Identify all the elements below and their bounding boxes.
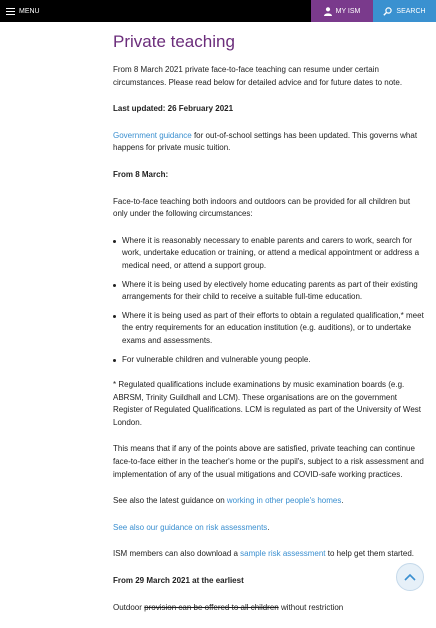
see-also-paragraph [113,495,426,508]
page-title: Private teaching [113,32,235,51]
means-paragraph: This means that if any of the points above are satisfied, private teaching can continue face-to-face either in the teacher's home or the pupil's, subject to a risk assessment and implementation of any of the usual mitigations and COVID-safe working practices. [113,444,424,479]
menu-button[interactable] [0,0,40,22]
government-guidance-link[interactable]: Government guidance [113,130,192,140]
see-also-prefix: See also the latest guidance on [113,496,227,506]
members-suffix: to help get them started. [325,549,415,559]
hamburger-icon [6,6,15,17]
see-also-suffix: . [341,496,344,506]
outdoor-struck-text: provision can be offered to all children [144,602,279,612]
risk-assessments-link[interactable]: See also our guidance on risk assessments [113,522,268,532]
circumstances-list [113,235,426,366]
list-item: Where it is being used as part of their efforts to obtain a regulated qualification,* meet the entry requirements for an education institution (e.g. auditions), or to undertake exams and assessments. [122,310,426,348]
from-8-march-heading: From 8 March: [113,169,169,179]
search-button[interactable] [373,0,436,22]
outdoor-suffix: without restriction [278,602,344,612]
outdoor-paragraph [113,602,426,615]
list-item: For vulnerable children and vulnerable young people. [122,354,426,367]
main-content [113,32,426,628]
my-ism-label: MY ISM [335,7,361,15]
intro-paragraph: From 8 March 2021 private face-to-face teaching can resume under certain circumstances. Please read below for detailed advice and for future dates to note. [113,65,403,87]
risk-paragraph [113,522,426,535]
footnote-paragraph: * Regulated qualifications include examinations by music examination boards (e.g. ABRSM, Trinity Guildhall and LCM). These organisations are on the government Register of Regulated Qualifications. LCM is regulated as part of the University of West London. [113,380,421,427]
top-navigation-bar [0,0,436,22]
scroll-to-top-button[interactable] [396,563,424,591]
chevron-up-icon [404,573,416,581]
list-item: Where it is being used by electively home educating parents as part of their existing arrangements for their child to receive a suitable full-time education. [122,279,426,304]
members-paragraph [113,548,426,561]
sample-risk-assessment-link[interactable]: sample risk assessment [240,549,326,559]
members-prefix: ISM members can also download a [113,549,241,559]
working-in-homes-link[interactable]: working in other people's homes [226,496,342,506]
from-8-march-text: Face-to-face teaching both indoors and outdoors can be provided for all children but only under the following circumstances: [113,196,411,219]
from-29-march-heading: From 29 March 2021 at the earliest [113,576,244,586]
guidance-paragraph [113,130,426,155]
outdoor-prefix: Outdoor [113,602,145,612]
guidance-text: for out-of-school settings has been updated. This governs what happens for private music tuition. [113,130,418,153]
my-ism-button[interactable] [311,0,373,22]
risk-suffix: . [267,522,270,532]
search-label: SEARCH [396,7,426,15]
last-updated: Last updated: 26 February 2021 [113,104,234,114]
search-icon [383,7,392,16]
menu-label: MENU [19,7,40,15]
list-item: Where it is reasonably necessary to enable parents and carers to work, search for work, undertake education or training, or attend a medical appointment or address a medical need, or attend a support group. [122,235,426,273]
user-icon [324,7,332,16]
